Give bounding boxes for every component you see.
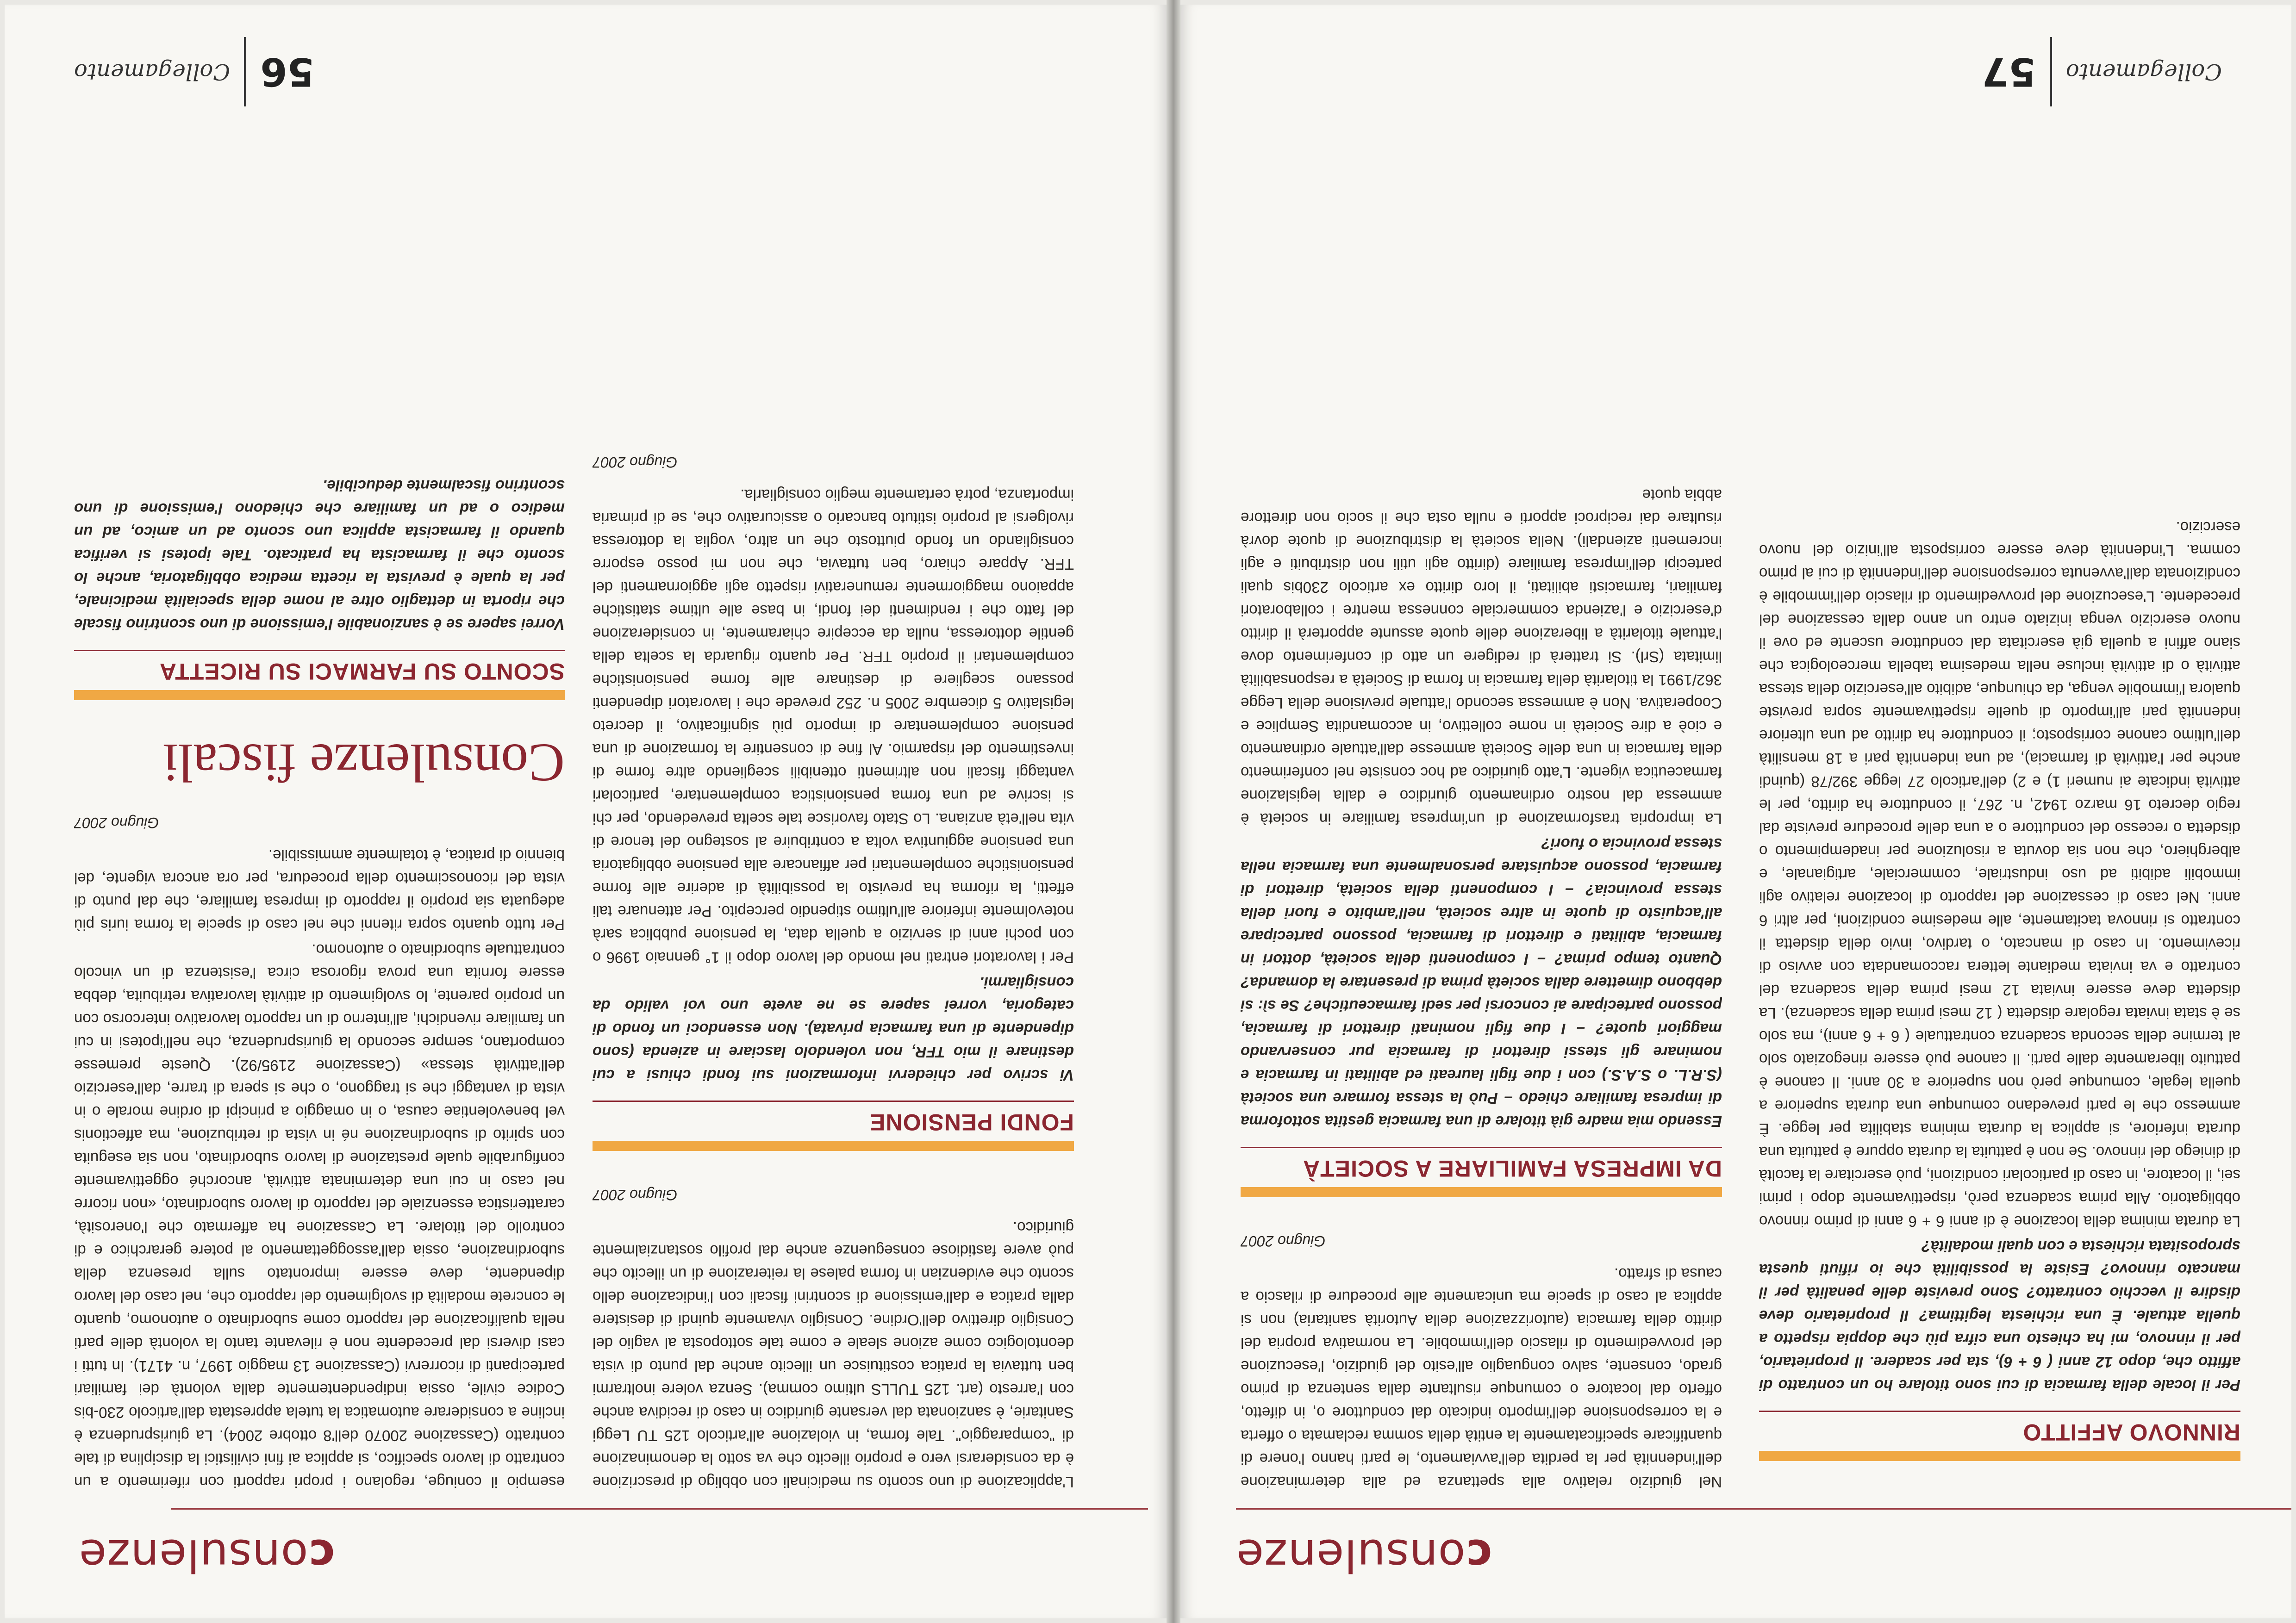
body-paragraph: esempio il coniuge, regolano i propri rapporti con riferimento a un contratto di lavoro specifico, si applica ai fini civilistici la disciplina di tale contratto (Cassazione 20070 dell'8 ottobre 2004). La giurisprudenza è incline a considerare automatica la tutela apprestata dall'articolo 230-bis Codice civile, ossia indipendentemente dalla volontà dei familiari partecipanti di ricorrervi (Cassazione 13 maggio 1997, n. 4171). In tutti i casi diversi dal precedente non è rilevante tanto la volontà delle parti nella qualificazione del rapporto come subordinato o autonomo, quanto le concrete modalità di svolgimento del rapporto che, nel caso del lavoro dipendente, deve essere improntato sulla presenza della subordinazione, ossia dall'assoggettamento al potere gerarchico e di controllo del titolare. La Cassazione ha affermato che l'onerosità, caratteristica essenziale del rapporto di lavoro subordinato, «non ricorre nel caso in cui una determinata attività, ancorché oggettivamente configurabile quale prestazione di lavoro subordinato, non sia eseguita con spirito di subordinazione né in vista di retribuzione, ma affectionis vel benevolentiae causa, o in omaggio a principi di ordine morale o in vista di vantaggi che si traggono, o che si spera di trarre, dall'esercizio dell'attività stessa» (Cassazione 2195/92). Queste premesse comportano, sempre secondo la giurisprudenza, che nell'ipotesi in cui un familiare rivendichi, all'interno di un rapporto lavorativo intercorso con un proprio parente, lo svolgimento di attività lavorativa retribuita, debba essere fornita una prova rigorosa circa l'esistenza di un vincolo contrattuale subordinato o autonomo.: [74, 941, 565, 1491]
section-rule: [74, 650, 565, 651]
header-rule: [171, 1508, 1148, 1510]
section-label: consulenze: [1236, 1530, 1492, 1581]
folio-bar: [244, 37, 246, 106]
article-date: Giugno 2007: [1241, 1233, 1326, 1250]
answer-paragraph: La impropria trasformazione di un'impresa familiare in società è ammessa dal nostro ordinamento giuridico e dalla legislazione farmaceutica vigente. L'atto giuridico ad hoc consiste nel conferimento della farmacia in una delle Società ammesse dall'attuale ordinamento e cioè a dire Società in nome collettivo, in accomandita Semplice e Cooperativa. Non è ammessa secondo l'attuale previsione della Legge 362/1991 la titolarità della farmacia in forma di Società a responsabilità limitata (Srl). Si tratterà di redigere un atto di conferimento dove l'attuale titolarità a liberazione delle quote assunte apporterà il diritto d'esercizio e l'azienda commerciale connessa mentre i collaboratori familiari, farmacisti abilitati, il loro diritto ex articolo 230bis quali partecipi dell'impresa familiare (diritto agli utili non distribuiti e agli incrementi aziendali). Nella società la distribuzione di quote dovrà risultare dai reciproci apporti e nulla osta che il socio non direttore abbia quote: [1241, 486, 1722, 827]
page-number: 56: [260, 49, 315, 94]
page-57: [1180, 5, 2291, 1618]
body-paragraph: Per tutto quanto sopra ritenni che nel caso di specie la forma iuris più adeguata sia proprio il rapporto di impresa familiare, che dal punto di vista del riconoscimento della procedura, per ora ancora vigente, del biennio di pratica, è totalmente ammissibile.: [74, 847, 565, 933]
binding-gutter: [1167, 0, 1180, 1623]
accent-stripe: [1759, 1451, 2240, 1461]
reader-question: Vorrei sapere se è sanzionabile l'emissione di uno scontrino fiscale che riporta in dettaglio oltre al nome della specialità medicinale, per la quale è prevista la ricetta medica obbligatoria, anche lo sconto che il farmacista ha praticato. Tale ipotesi si verifica quando il farmacista applica uno sconto ad un amico, ad un medico o ad un familiare che chiedono l'emissione di uno scontrino fiscalmente deducibile.: [74, 477, 565, 633]
section-header: [1759, 1411, 2240, 1475]
magazine-logo: Collegamento: [2065, 59, 2222, 85]
column-56-left: [74, 125, 565, 1493]
section-title: FONDI PENSIONE: [869, 1109, 1074, 1135]
answer-paragraph: Per i lavoratori entrati nel mondo del lavoro dopo il 1° gennaio 1996 o con pochi anni di servizio a quella data, la pensione pubblica sarà notevolmente inferiore all'ultimo stipendio percepito. Per attenuare tali effetti, la riforma ha previsto la possibilità di aderire alle forme pensionistiche complementari per affiancare alla pensione obbligatoria una pensione aggiuntiva volta a contribuire al sostegno del tenore di vita nell'età anziana. Lo Stato favorisce tale scelta prevedendo, per chi si iscrive ad una forma pensionistica complementare, particolari vantaggi fiscali non altrimenti ottenibili scegliendo altre forme di investimento del risparmio. Al fine di consentire la formazione di una pensione complementare di importo più significativo, il decreto legislativo 5 dicembre 2005 n. 252 prevede che i lavoratori dipendenti possano scegliere di destinare alle forme pensionistiche complementari il proprio TFR. Per quanto riguarda la scelta della gentile dottoressa, nulla da eccepire chiaramente, in considerazione del fatto che i rendimenti dei fondi, in base alle ultime statistiche appaiono maggiormente remunerativi rispetto agli aggiornamenti del TFR. Appare chiaro, ben tuttavia, che non mi posso esporre consigliando un fondo piuttosto che un altro, voglia la dottoressa rivolgersi al proprio istituto bancario o assicurativo che, se di primaria importanza, potrà certamente meglio consigliarla.: [593, 486, 1074, 966]
page-title: Consulenze fiscali: [162, 733, 565, 793]
column-57-left: [1241, 125, 1722, 1493]
page-folio: [1982, 37, 2222, 106]
section-title: RINNOVO AFFITTO: [2022, 1419, 2240, 1445]
section-header: [74, 650, 565, 714]
page-folio: [74, 37, 314, 106]
accent-stripe: [1241, 1187, 1722, 1197]
section-header: [1241, 1147, 1722, 1211]
section-header: [593, 1101, 1074, 1165]
page-number: 57: [1981, 49, 2036, 94]
section-rule: [1759, 1411, 2240, 1412]
article-date: Giugno 2007: [593, 1187, 678, 1203]
section-title: SCONTO SU FARMACI SU RICETTA: [159, 659, 565, 684]
header-rule: [1236, 1508, 2291, 1510]
magazine-logo: Collegamento: [74, 59, 231, 85]
article-date: Giugno 2007: [593, 454, 678, 471]
answer-paragraph: La durata minima della locazione è di anni 6 + 6 anni di primo rinnovo obbligatorio. Alla prima scadenza però, rispettivamente dopo i primi sei, il locatore, in caso di particolari condizioni, può esercitare la facoltà di diniego del rinnovo. Se non è pattuita la durata oppure è pattuita una durata inferiore, si applica la durata minima stabilita per legge. È ammesso che le parti prevedano comunque una durata superiore a quella legale, comunque però non superiore a 30 anni. Il canone è pattuito liberamente dalle parti. Il canone può essere rinegoziato solo al termine della seconda scadenza contrattuale ( 6 + 6 anni), ma solo se è stata inviata regolare disdetta ( 12 mesi prima della scadenza). La disdetta deve essere inviata 12 mesi prima della scadenza del contratto e va inviata mediante lettera raccomandata con avviso di ricevimento. In caso di mancato, o tardivo, invio della disdetta il contratto si rinnova tacitamente, alle medesime condizioni, per altri 6 anni. Nel caso di cessazione del rapporto di locazione relativo agli immobili adibiti ad uso industriale, commerciale, artigianale, e alberghiero, che non sia dovuta a risoluzione per inadempimento o disdetta o recesso del conduttore o a una delle procedure previste dal regio decreto 16 marzo 1942, n. 267, il conduttore ha diritto, per le attività indicate ai numeri 1) e 2) dell'articolo 27 legge 392/78 (quindi anche per l'attività di farmacia), ad una indennità pari a 18 mensilità dell'ultimo canone corrisposto; il conduttore ha diritto ad una ulteriore indennità pari all'importo di quelle rispettivamente sopra previste qualora l'immobile venga, da chiunque, adibito all'esercizio della stessa attività o di attività incluse nella medesima tabella merceologica che siano affini a quella già esercitata dal conduttore uscente ed ove il nuovo esercizio venga iniziato entro un anno dalla cessazione del precedente. L'esecuzione del provvedimento di rilascio dell'immobile è condizionata dall'avvenuta corresponsione dell'indennità di cui al primo comma. L'indennità deve essere corrisposta all'inizio del nuovo esercizio.: [1759, 519, 2240, 1230]
accent-stripe: [593, 1141, 1074, 1151]
folio-bar: [2050, 37, 2052, 106]
reader-question: Vi scrivo per chiedervi informazioni sui fondi chiusi a cui destinare il mio TFR, non volendolo lasciare in azienda (sono dipendente di una farmacia privata). Non essendoci un fondo di categoria, vorrei sapere se ne avete uno voi valido da consigliarmi.: [593, 974, 1074, 1084]
section-rule: [1241, 1147, 1722, 1148]
section-label: consulenze: [79, 1530, 335, 1581]
section-title: DA IMPRESA FAMILIARE A SOCIETÀ: [1303, 1156, 1722, 1181]
page-56: [5, 5, 1167, 1618]
body-paragraph: Nel giudizio relativo alla spettanza ed alla determinazione dell'indennità per la perdita dell'avviamento, le parti hanno l'onere di quantificare specificatamente la entità della somma reclamata o offerta e la corresponsione dell'importo indicato dal conduttore o, in difetto, offerto dal locatore o comunque risultante dalla sentenza di primo grado, consente, salvo conguaglio all'esito del giudizio, l'esecuzione del provvedimento di rilascio dell'immobile. La normativa propria del diritto della farmacia (autorizzazione della Autorità sanitaria) non si applica al caso di specie ma unicamente alle procedure di rilascio a causa di sfratto.: [1241, 1265, 1722, 1491]
reader-question: Per il locale della farmacia di cui sono titolare ho un contratto di affitto che, dopo 12 anni ( 6 + 6), sta per scadere. Il proprietario, per il rinnovo, mi ha chiesto una cifra più che doppia rispetto a quella attuale. È una richiesta legittima? Il proprietario deve disdire il vecchio contratto? Sono previste delle penalità per il mancato rinnovo? Esiste la possibilità che io rifiuti questa spropositata richiesta e con quali modalità?: [1759, 1238, 2240, 1394]
article-date: Giugno 2007: [74, 815, 159, 831]
section-rule: [593, 1101, 1074, 1102]
answer-paragraph: L'applicazione di uno sconto su medicinali con obbligo di prescrizione è da considerarsi vero e proprio illecito che va sotto la denominazione di "comparaggio". Tale forma, in violazione all'articolo 125 TU Leggi Sanitarie, è sanzionata dal versante giuridico in caso di recidiva anche con l'arresto (art. 125 TULLS ultimo comma). Senza volere inoltrarmi ben tuttavia la pratica costituisce un illecito anche dal punto di vista deontologico come azione sleale e come tale sottoposta al vaglio del Consiglio direttivo dell'Ordine. Consiglio vivamente quindi di desistere dalla pratica e dall'emissione di scontrini fiscali con l'indicazione dello sconto che evidenzian in forma palese la reiterazione di un illecito che può avere fastidiose conseguenze anche dal profilo sostanzialmente giuridico.: [593, 1219, 1074, 1491]
column-57-right: [1759, 125, 2240, 1493]
reader-question: Essendo mia madre già titolare di una farmacia gestita sottoforma di impresa familiare chiedo – Può la stessa formare una società (S.R.L. o S.A.S.) con i due figli laureati ed abilitati in farmacia e nominare gli stessi direttori di farmacia pur conservando maggiori quote? – I due figli nominati direttori di farmacia, possono partecipare ai concorsi per sedi farmaceutiche? Se sì: si debbono dimettere dalla società prima di presentare la domanda? Quanto tempo prima? – I componenti della società, dottori in farmacia, abilitati e direttori di farmacia, possono partecipare all'acquisto di quote in altre società, nell'ambito e fuori della stessa provincia? – I componenti della società, direttori di farmacia, possono acquistare personalmente una farmacia nella stessa provincia o fuori?: [1241, 835, 1722, 1130]
accent-stripe: [74, 690, 565, 700]
column-56-right: [593, 125, 1074, 1493]
